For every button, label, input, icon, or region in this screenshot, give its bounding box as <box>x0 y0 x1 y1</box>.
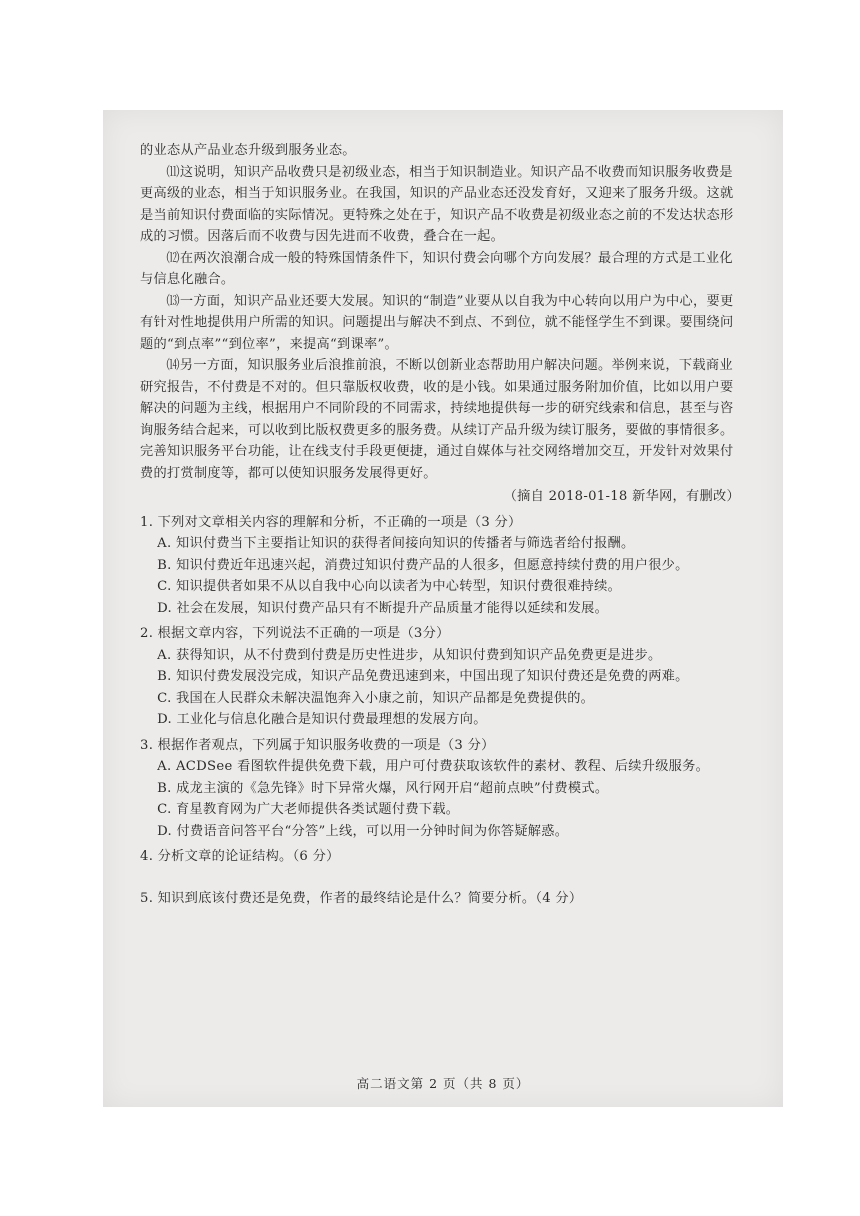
option-d: D. 社会在发展，知识付费产品只有不断提升产品质量才能得以延续和发展。 <box>157 600 609 616</box>
question-5 <box>140 888 740 910</box>
option-b: B. 知识付费近年迅速兴起，消费过知识付费产品的人很多，但愿意持续付费的用户很少。 <box>157 557 689 573</box>
question-3 <box>140 735 740 843</box>
option-b: B. 知识付费发展没完成，知识产品免费迅速到来，中国出现了知识付费还是免费的两难。 <box>157 669 689 684</box>
question-4 <box>140 846 740 868</box>
option-c: C. 知识提供者如果不从以自我中心向以读者为中心转型，知识付费很难持续。 <box>157 579 622 594</box>
paragraph-12: ⑿在两次浪潮合成一般的特殊国情条件下，知识付费会向哪个方向发展？最合理的方式是工业化与信息化融合。 <box>140 250 733 287</box>
paragraph-14: ⒁另一方面，知识服务业后浪推前浪，不断以创新业态帮助用户解决问题。举例来说，下载商业研究报告，不付费是不对的。但只靠版权收费，收的是小钱。如果通过服务附加价值，比如以用户要解决的问题为主线，根据用户不同阶段的不同需求，持续地提供每一步的研究线索和信息，甚至与咨询服务结合起来，可以收到比版权费更多的服务费。从续订产品升级为续订服务，要做的事情很多。完善知识服务平台功能，让在线支付手段更便捷，通过自媒体与社交网络增加交互，开发针对效果付费的打赏制度等，都可以使知识服务发展得更好。 <box>140 358 734 481</box>
page-content <box>140 140 740 909</box>
paragraph-11: ⑾这说明，知识产品收费只是初级业态，相当于知识制造业。知识产品不收费而知识服务收费是更高级的业态，相当于知识服务业。在我国，知识的产品业态还没发育好，又迎来了服务升级。这就是当前知识付费面临的实际情况。更特殊之处在于，知识产品不收费是初级业态之前的不发达状态形成的习惯。因落后而不收费与因先进而不收费，叠合在一起。 <box>140 164 734 244</box>
source-citation: （摘自 2018-01-18 新华网，有删改） <box>503 489 740 504</box>
paragraph-13: ⒀一方面，知识产品业还要大发展。知识的“制造”业要从以自我为中心转向以用户为中心，要更有针对性地提供用户所需的知识。问题提出与解决不到点、不到位，就不能怪学生不到课。要围绕问题的“到点率”“到位率”，来提高“到课率”。 <box>140 293 734 352</box>
option-a: A. 知识付费当下主要指让知识的获得者间接向知识的传播者与筛选者给付报酬。 <box>157 536 635 551</box>
option-c: C. 育星教育网为广大老师提供各类试题付费下载。 <box>157 802 460 817</box>
question-2 <box>140 623 740 731</box>
option-b: B. 成龙主演的《急先锋》时下异常火爆，风行网开启“超前点映”付费模式。 <box>157 780 609 796</box>
option-d: D. 工业化与信息化融合是知识付费最理想的发展方向。 <box>157 712 487 727</box>
option-a: A. ACDSee 看图软件提供免费下载，用户可付费获取该软件的素材、教程、后续升级服务。 <box>157 759 710 774</box>
question-stem: 4. 分析文章的论证结构。（6 分） <box>140 849 340 864</box>
option-c: C. 我国在人民群众未解决温饱奔入小康之前，知识产品都是免费提供的。 <box>157 690 595 706</box>
question-stem: 5. 知识到底该付费还是免费，作者的最终结论是什么？简要分析。（4 分） <box>140 890 583 906</box>
question-stem: 2. 根据文章内容，下列说法不正确的一项是（3分） <box>140 626 450 641</box>
page-footer: 高二语文第 2 页（共 8 页） <box>356 1076 530 1091</box>
option-a: A. 获得知识，从不付费到付费是历史性进步，从知识付费到知识产品免费更是进步。 <box>157 647 662 663</box>
option-d: D. 付费语音问答平台“分答”上线，可以用一分钟时间为你答疑解惑。 <box>157 823 569 839</box>
continuation-line: 的业态从产品业态升级到服务业态。 <box>140 143 356 158</box>
answer-space <box>140 868 740 884</box>
question-stem: 1. 下列对文章相关内容的理解和分析，不正确的一项是（3 分） <box>140 514 522 530</box>
question-1 <box>140 512 740 620</box>
question-stem: 3. 根据作者观点，下列属于知识服务收费的一项是（3 分） <box>140 737 495 753</box>
